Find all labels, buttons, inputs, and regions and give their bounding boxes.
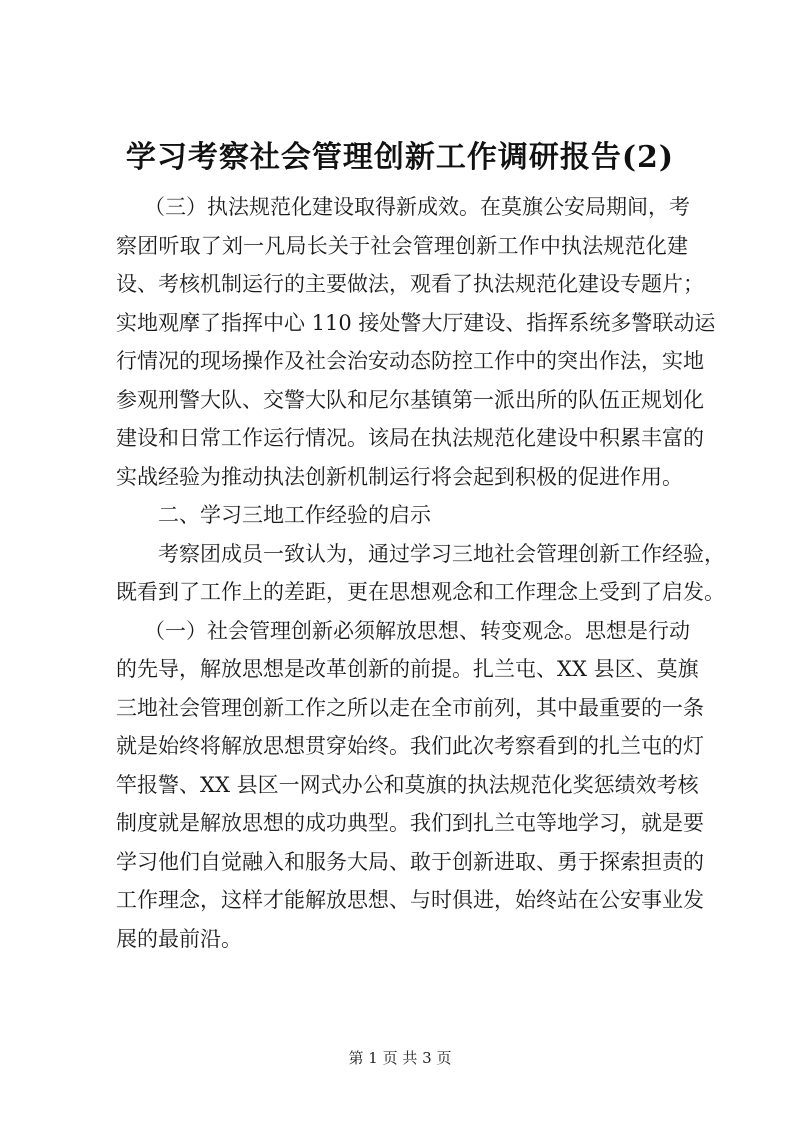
document-body — [116, 188, 725, 958]
section-heading: 二、学习三地工作经验的启示 — [158, 503, 431, 527]
text-line: 参观刑警大队、交警大队和尼尔基镇第一派出所的队伍正规划化 — [116, 387, 704, 412]
text-line: 考察团成员一致认为，通过学习三地社会管理创新工作经验， — [158, 541, 725, 566]
page-footer: 第 1 页 共 3 页 — [348, 1049, 452, 1067]
text-line: 就是始终将解放思想贯穿始终。我们此次考察看到的扎兰屯的灯 — [116, 734, 704, 758]
text-line: 三地社会管理创新工作之所以走在全市前列，其中最重要的一条 — [116, 695, 704, 720]
page-title: 学习考察社会管理创新工作调研报告(2) — [125, 140, 675, 175]
text-line: 实战经验为推动执法创新机制运行将会起到积极的促进作用。 — [116, 464, 683, 489]
text-line: （一）社会管理创新必须解放思想、转变观念。思想是行动 — [144, 618, 690, 643]
text-line: 制度就是解放思想的成功典型。我们到扎兰屯等地学习，就是要 — [116, 811, 704, 835]
text-line: 工作理念，这样才能解放思想、与时俱进，始终站在公安事业发 — [116, 888, 704, 912]
text-line: 察团听取了刘一凡局长关于社会管理创新工作中执法规范化建 — [116, 233, 688, 258]
text-line: 的先导，解放思想是改革创新的前提。扎兰屯、XX 县区、莫旗 — [116, 657, 699, 681]
text-line: 设、考核机制运行的主要做法，观看了执法规范化建设专题片； — [116, 272, 704, 296]
text-line: 行情况的现场操作及社会治安动态防控工作中的突出作法，实地 — [116, 349, 704, 373]
text-line: （三）执法规范化建设取得新成效。在莫旗公安局期间，考 — [144, 195, 690, 219]
text-line: 竿报警、XX 县区一网式办公和莫旗的执法规范化奖惩绩效考核 — [116, 772, 699, 797]
text-line: 实地观摩了指挥中心 110 接处警大厅建设、指挥系统多警联动运 — [116, 310, 716, 335]
text-line: 建设和日常工作运行情况。该局在执法规范化建设中积累丰富的 — [116, 426, 704, 450]
text-line: 展的最前沿。 — [116, 926, 242, 951]
text-line: 既看到了工作上的差距，更在思想观念和工作理念上受到了启发。 — [116, 580, 725, 604]
text-line: 学习他们自觉融入和服务大局、敢于创新进取、勇于探索担责的 — [116, 849, 704, 874]
